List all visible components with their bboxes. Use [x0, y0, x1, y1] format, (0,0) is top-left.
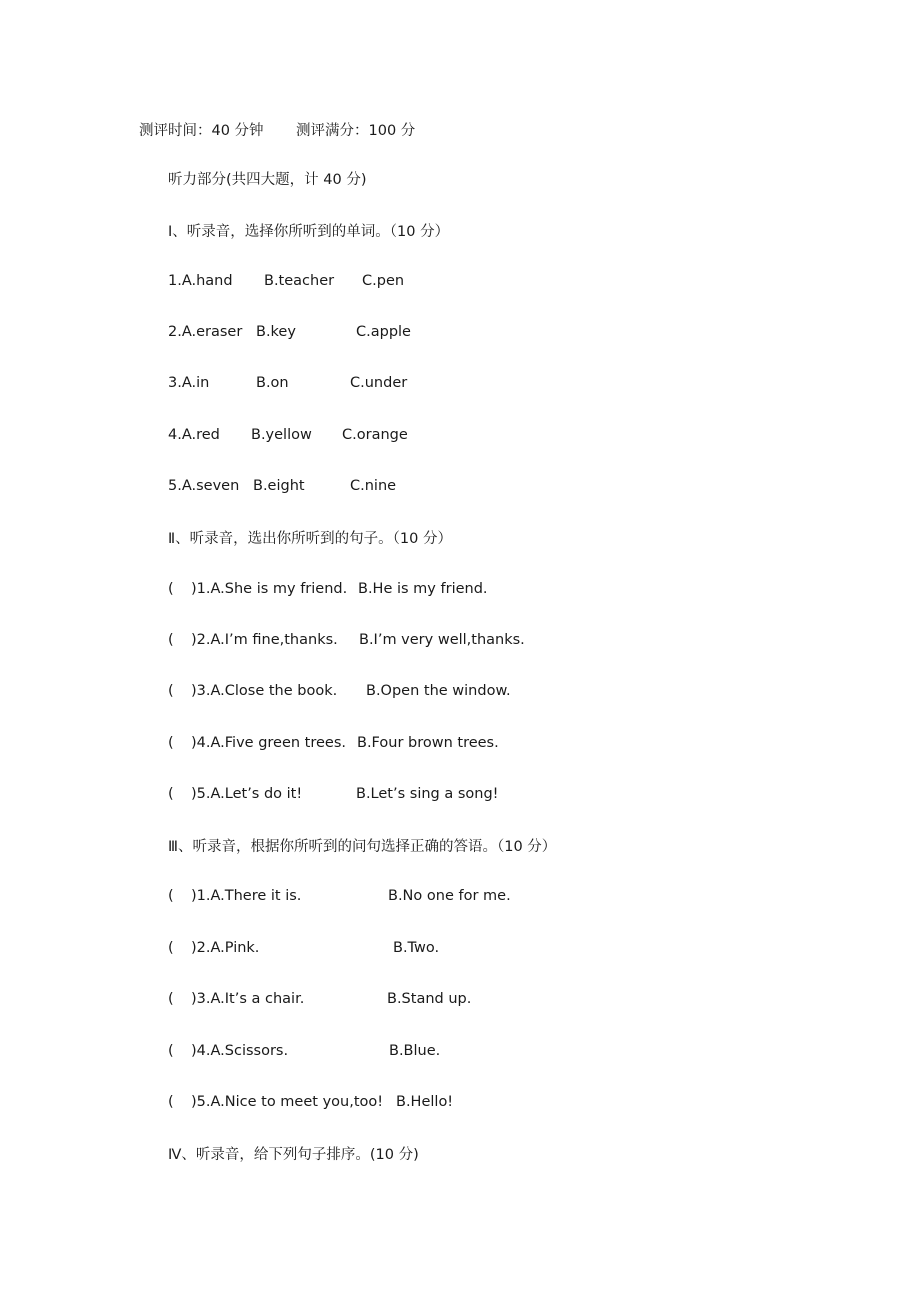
answer-bracket: ( — [168, 888, 174, 904]
answer-bracket: ( — [168, 735, 174, 751]
option-a: )4.A.Five green trees. — [191, 735, 347, 751]
option-a: 3.A.in — [168, 375, 210, 391]
option-c: C.under — [350, 375, 408, 391]
section-4-title: Ⅳ、听录音，给下列句子排序。(10 分) — [168, 1147, 419, 1163]
option-b: B.Blue. — [389, 1043, 441, 1059]
option-b: B.No one for me. — [388, 888, 511, 904]
answer-bracket: ( — [168, 940, 174, 956]
option-b: B.eight — [253, 478, 305, 494]
section-2-item — [0, 735, 920, 755]
section-2-item — [0, 683, 920, 703]
section-3-item — [0, 991, 920, 1011]
option-a: 2.A.eraser — [168, 324, 243, 340]
option-a: )3.A.It’s a chair. — [191, 991, 305, 1007]
answer-bracket: ( — [168, 1043, 174, 1059]
answer-bracket: ( — [168, 786, 174, 802]
section-3-item — [0, 888, 920, 908]
option-a: )1.A.There it is. — [191, 888, 302, 904]
section-3-title: Ⅲ、听录音，根据你所听到的问句选择正确的答语。（10 分） — [168, 839, 557, 855]
answer-bracket: ( — [168, 632, 174, 648]
option-b: B.teacher — [264, 273, 335, 289]
option-a: )5.A.Let’s do it! — [191, 786, 303, 802]
option-a: )4.A.Scissors. — [191, 1043, 289, 1059]
option-a: )2.A.I’m fine,thanks. — [191, 632, 338, 648]
answer-bracket: ( — [168, 581, 174, 597]
option-b: B.Open the window. — [366, 683, 511, 699]
section-3-item — [0, 1043, 920, 1063]
option-a: 1.A.hand — [168, 273, 233, 289]
option-a: )1.A.She is my friend. — [191, 581, 348, 597]
option-c: C.apple — [356, 324, 411, 340]
section-2-item — [0, 786, 920, 806]
option-b: B.Four brown trees. — [357, 735, 499, 751]
option-c: C.nine — [350, 478, 397, 494]
option-b: B.I’m very well,thanks. — [359, 632, 525, 648]
section-3-item — [0, 1094, 920, 1114]
option-a: )3.A.Close the book. — [191, 683, 338, 699]
section-3-item — [0, 940, 920, 960]
option-a: 5.A.seven — [168, 478, 240, 494]
option-b: B.He is my friend. — [358, 581, 488, 597]
option-b: B.Let’s sing a song! — [356, 786, 499, 802]
answer-bracket: ( — [168, 991, 174, 1007]
option-c: C.orange — [342, 427, 408, 443]
answer-bracket: ( — [168, 1094, 174, 1110]
section-1-item — [0, 427, 920, 447]
option-b: B.on — [256, 375, 289, 391]
section-1-title: Ⅰ、听录音，选择你所听到的单词。（10 分） — [168, 224, 450, 240]
exam-header — [0, 119, 920, 139]
listening-part-title: 听力部分(共四大题，计 40 分) — [168, 172, 367, 188]
option-a: )2.A.Pink. — [191, 940, 260, 956]
section-1-item — [0, 324, 920, 344]
option-b: B.Hello! — [396, 1094, 454, 1110]
section-1-item — [0, 478, 920, 498]
section-2-item — [0, 632, 920, 652]
exam-full-score: 测评满分：100 分 — [296, 123, 416, 139]
answer-bracket: ( — [168, 683, 174, 699]
option-a: )5.A.Nice to meet you,too! — [191, 1094, 384, 1110]
option-b: B.Stand up. — [387, 991, 472, 1007]
option-a: 4.A.red — [168, 427, 220, 443]
option-c: C.pen — [362, 273, 405, 289]
exam-time: 测评时间：40 分钟 — [139, 123, 264, 139]
option-b: B.Two. — [393, 940, 440, 956]
section-2-item — [0, 581, 920, 601]
section-1-item — [0, 273, 920, 293]
option-b: B.yellow — [251, 427, 312, 443]
section-2-title: Ⅱ、听录音，选出你所听到的句子。（10 分） — [168, 531, 452, 547]
section-1-item — [0, 375, 920, 395]
option-b: B.key — [256, 324, 296, 340]
